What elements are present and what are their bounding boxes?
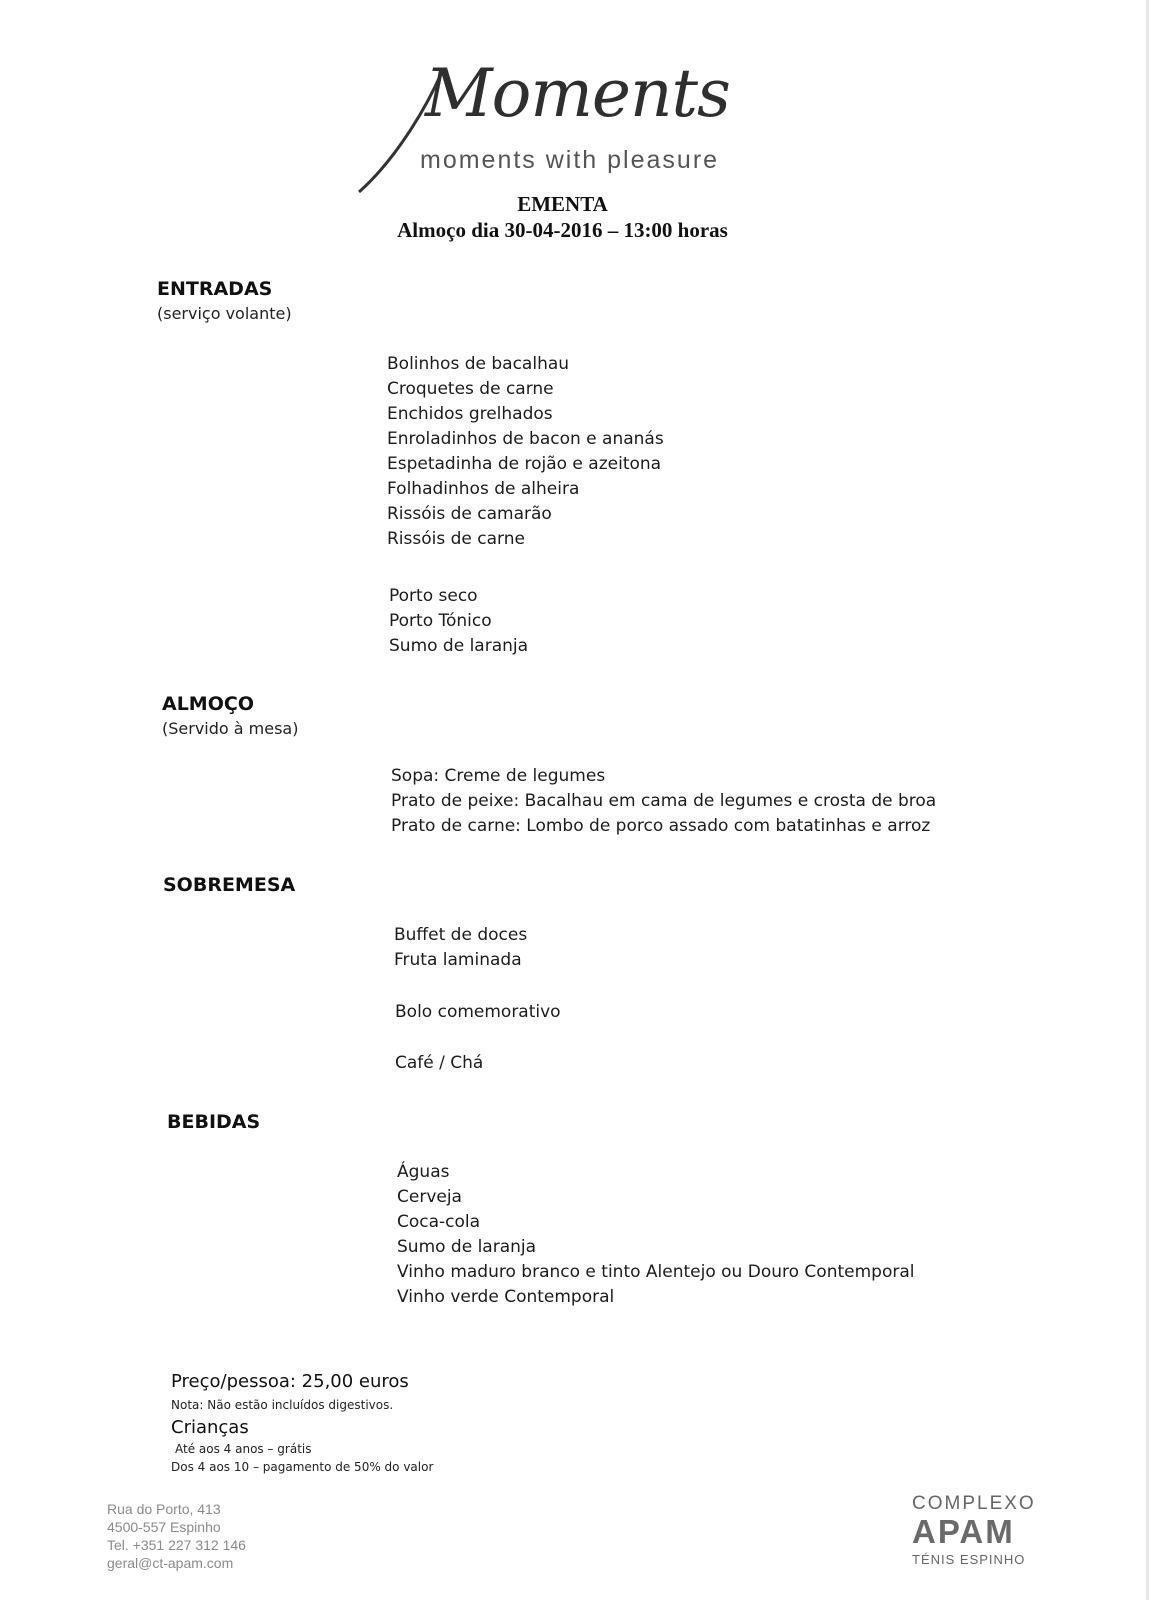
list-item: Croquetes de carne	[387, 379, 554, 399]
list-item: Porto Tónico	[389, 611, 492, 631]
children-heading: Crianças	[171, 1417, 249, 1438]
sobremesa-coffee: Café / Chá	[395, 1053, 484, 1073]
section-heading-sobremesa: SOBREMESA	[163, 874, 296, 896]
children-rule-discount: Dos 4 aos 10 – pagamento de 50% do valor	[171, 1460, 434, 1474]
list-item: Folhadinhos de alheira	[387, 479, 580, 499]
section-note-entradas: (serviço volante)	[157, 304, 292, 323]
section-note-almoco: (Servido à mesa)	[162, 719, 299, 738]
list-item: Vinho verde Contemporal	[397, 1287, 615, 1307]
logo-tagline: moments with pleasure	[420, 146, 720, 174]
children-rule-free: Até aos 4 anos – grátis	[175, 1442, 312, 1456]
list-item: Espetadinha de rojão e azeitona	[387, 454, 662, 474]
list-item: Rissóis de carne	[387, 529, 525, 549]
sobremesa-list	[394, 923, 527, 973]
page-title: EMENTA	[517, 192, 608, 216]
list-item: Bolinhos de bacalhau	[387, 354, 570, 374]
list-item: Sumo de laranja	[397, 1237, 537, 1257]
list-item: Águas	[397, 1162, 450, 1182]
almoco-list	[391, 764, 936, 839]
list-item: Sumo de laranja	[389, 636, 529, 656]
list-item: Prato de carne: Lombo de porco assado com batatinhas e arroz	[391, 816, 931, 836]
sobremesa-cake: Bolo comemorativo	[395, 1002, 561, 1022]
brand-logo-apam: APAM	[912, 1513, 1015, 1550]
list-item: Porto seco	[389, 586, 478, 606]
address-line: 4500-557 Espinho	[107, 1519, 221, 1535]
page-subtitle: Almoço dia 30-04-2016 – 13:00 horas	[397, 218, 728, 242]
brand-complexo: COMPLEXO	[912, 1493, 1036, 1514]
bebidas-list	[397, 1160, 914, 1310]
section-heading-bebidas: BEBIDAS	[167, 1111, 261, 1133]
address-line: Rua do Porto, 413	[107, 1501, 221, 1517]
entradas-list	[387, 352, 664, 552]
list-item: Coca-cola	[397, 1212, 481, 1232]
list-item: Enchidos grelhados	[387, 404, 553, 424]
list-item: Prato de peixe: Bacalhau em cama de legumes e crosta de broa	[391, 791, 937, 811]
price-per-person: Preço/pessoa: 25,00 euros	[171, 1371, 409, 1392]
list-item: Vinho maduro branco e tinto Alentejo ou Douro Contemporal	[397, 1262, 915, 1282]
section-heading-entradas: ENTRADAS	[157, 278, 273, 300]
list-item: Sopa: Creme de legumes	[391, 766, 606, 786]
scan-edge	[1146, 0, 1149, 1600]
phone-number: Tel. +351 227 312 146	[107, 1537, 246, 1553]
logo-wordmark: Moments	[425, 55, 730, 132]
entradas-drinks-list	[389, 584, 528, 659]
section-heading-almoco: ALMOÇO	[162, 693, 254, 715]
list-item: Enroladinhos de bacon e ananás	[387, 429, 664, 449]
list-item: Fruta laminada	[394, 950, 522, 970]
list-item: Rissóis de camarão	[387, 504, 552, 524]
footer-address	[107, 1500, 246, 1572]
list-item: Buffet de doces	[394, 925, 528, 945]
brand-subtitle: TÉNIS ESPINHO	[912, 1552, 1026, 1567]
price-note: Nota: Não estão incluídos digestivos.	[171, 1398, 394, 1412]
email-address: geral@ct-apam.com	[107, 1555, 234, 1571]
list-item: Cerveja	[397, 1187, 462, 1207]
